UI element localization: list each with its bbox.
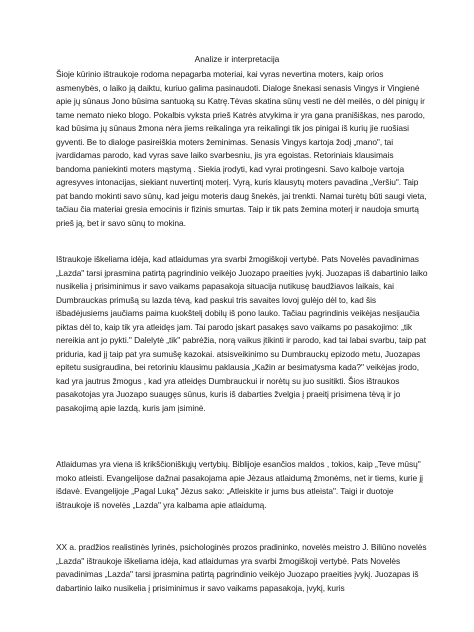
paragraph-3: Atlaidumas yra viena iš krikščioniškųjų vertybių. Biblijoje esančios maldos , tokios, kaip „Teve mūsų" moko atleisti. Evangelijose dažnai pasakojama apie Jėzaus atlaidumą žmonėms, net ir tiems, kurie jį išdavė. Evangelijoje „Pagal Luką" Jėzus sako: „Atleiskite ir jums bus atleista". Taigi ir duotoje ištraukoje iš novelės „Lazda" yra kalbama apie atlaidumą. [56, 459, 423, 510]
paragraph-4: XX a. pradžios realistinės lyrinės, psichologinės prozos pradininko, novelės meistro J. Biliūno novelės „Lazda" ištraukoje iškeliama idėja, kad atlaidumas yra svarbi žmogiškoji vertybė. Pats Novelės pavadinimas „Lazda" tarsi įprasmina patirtą pagrindinio veikėjo Juozapo praeities įvykį. Juozapas iš dabartinio laiko nusikelia į prisiminimus ir savo vaikams papasakoja, įvykį, kuris [56, 542, 427, 593]
paragraph-2: Ištraukoje iškeliama idėja, kad atlaidumas yra svarbi žmogiškoji vertybė. Pats Novelės pavadinimas „Lazda" tarsi įprasmina patirtą pagrindinio veikėjo Juozapo praeities įvykį. Juozapas iš dabartinio laiko nusikelia į prisiminimus ir savo vaikams papasakoja situacija nutikusę baudžiavos laikais, kai Dumbrauckas primušą su lazda tėvą, kad paskui tris savaites lovoj gulėjo dėl to, kad šis išbadėjusiems jaučiams paima kuokštelį dobilų iš pono lauko. Tačiau pagrindinis veikėjas nesijaučia piktas dėl to, kaip tik yra atleidęs jam. Tai parodo įskart pasakęs savo vaikams po pasakojimo: „tik nereikia ant jo pykti." Dalelytė „tik" pabrėžia, norą vaikus įtikinti ir parodo, kad tai labai svarbu, taip pat priduria, kad jį taip pat yra sumušę kazokai. atsisveikinimo su Dumbrauckų epizodo metu, Juozapas epitetu susigraudina, bei retoriniu klausimu paklausia „Kažin ar besimatysma kada?" veikėjas įrodo, kad yra jautrus žmogus , kad yra atleidęs Dumbrauckui ir norėtų su juo susitikti. Šios ištraukos pasakotojas yra Juozapo suaugęs sūnus, kuris iš dabarties žvelgia į praeitį prisimena tėvą ir jo pasakojimą apie lazdą, kuris jam įsiminė. [56, 254, 428, 413]
paragraph-1: Šioje kūrinio ištraukoje rodoma nepagarba moteriai, kai vyras nevertina moters, kaip orios asmenybės, o laiko ją daiktu, kuriuo galima pasinaudoti. Dialoge šnekasi senasis Vingys ir Vingienė apie jų sūnaus Jono būsima santuoką su Katrę.Tėvas skatina sūnų vesti ne dėl meilės, o dėl pinigų ir tame nemato nieko blogo. Pokalbis vyksta prieš Katrės atvykima ir yra gana pranišiškas, nes parodo, kad būsima jų sūnaus žmona nėra jiems reikalinga yra reikalingi tik jos pinigai iš kurių jie ruošiasi gyventi. Be to dialoge pasireiškia moters žeminimas. Senasis Vingys kartoja žodį „mano", tai įvardidamas parodo, kad vyras save laiko svarbesniu, jis yra egoistas. Retoriniais klausimais bandoma paniekinti moters mąstymą . Siekia įrodyti, kad vyrai protingesni. Savo kalboje vartoja agresyves intonacijas, siekiant nuvertintį moterį. Vyrą, kuris klausytų moters pavadina „Veršiu". Taip pat bando mokinti savo sūnų, kad jeigu moteris daug šnekės, jai trenkti. Namai turėtų būti saugi vieta, tačiau čia materiai gresia emocinis ir fizinis smurtas. Taip ir tik pats žemina moterį ir naudoja smurtą prieš ją, bet ir savo sūnų to mokina. [56, 69, 427, 228]
document-title: Analize ir interpretacija [194, 54, 280, 64]
